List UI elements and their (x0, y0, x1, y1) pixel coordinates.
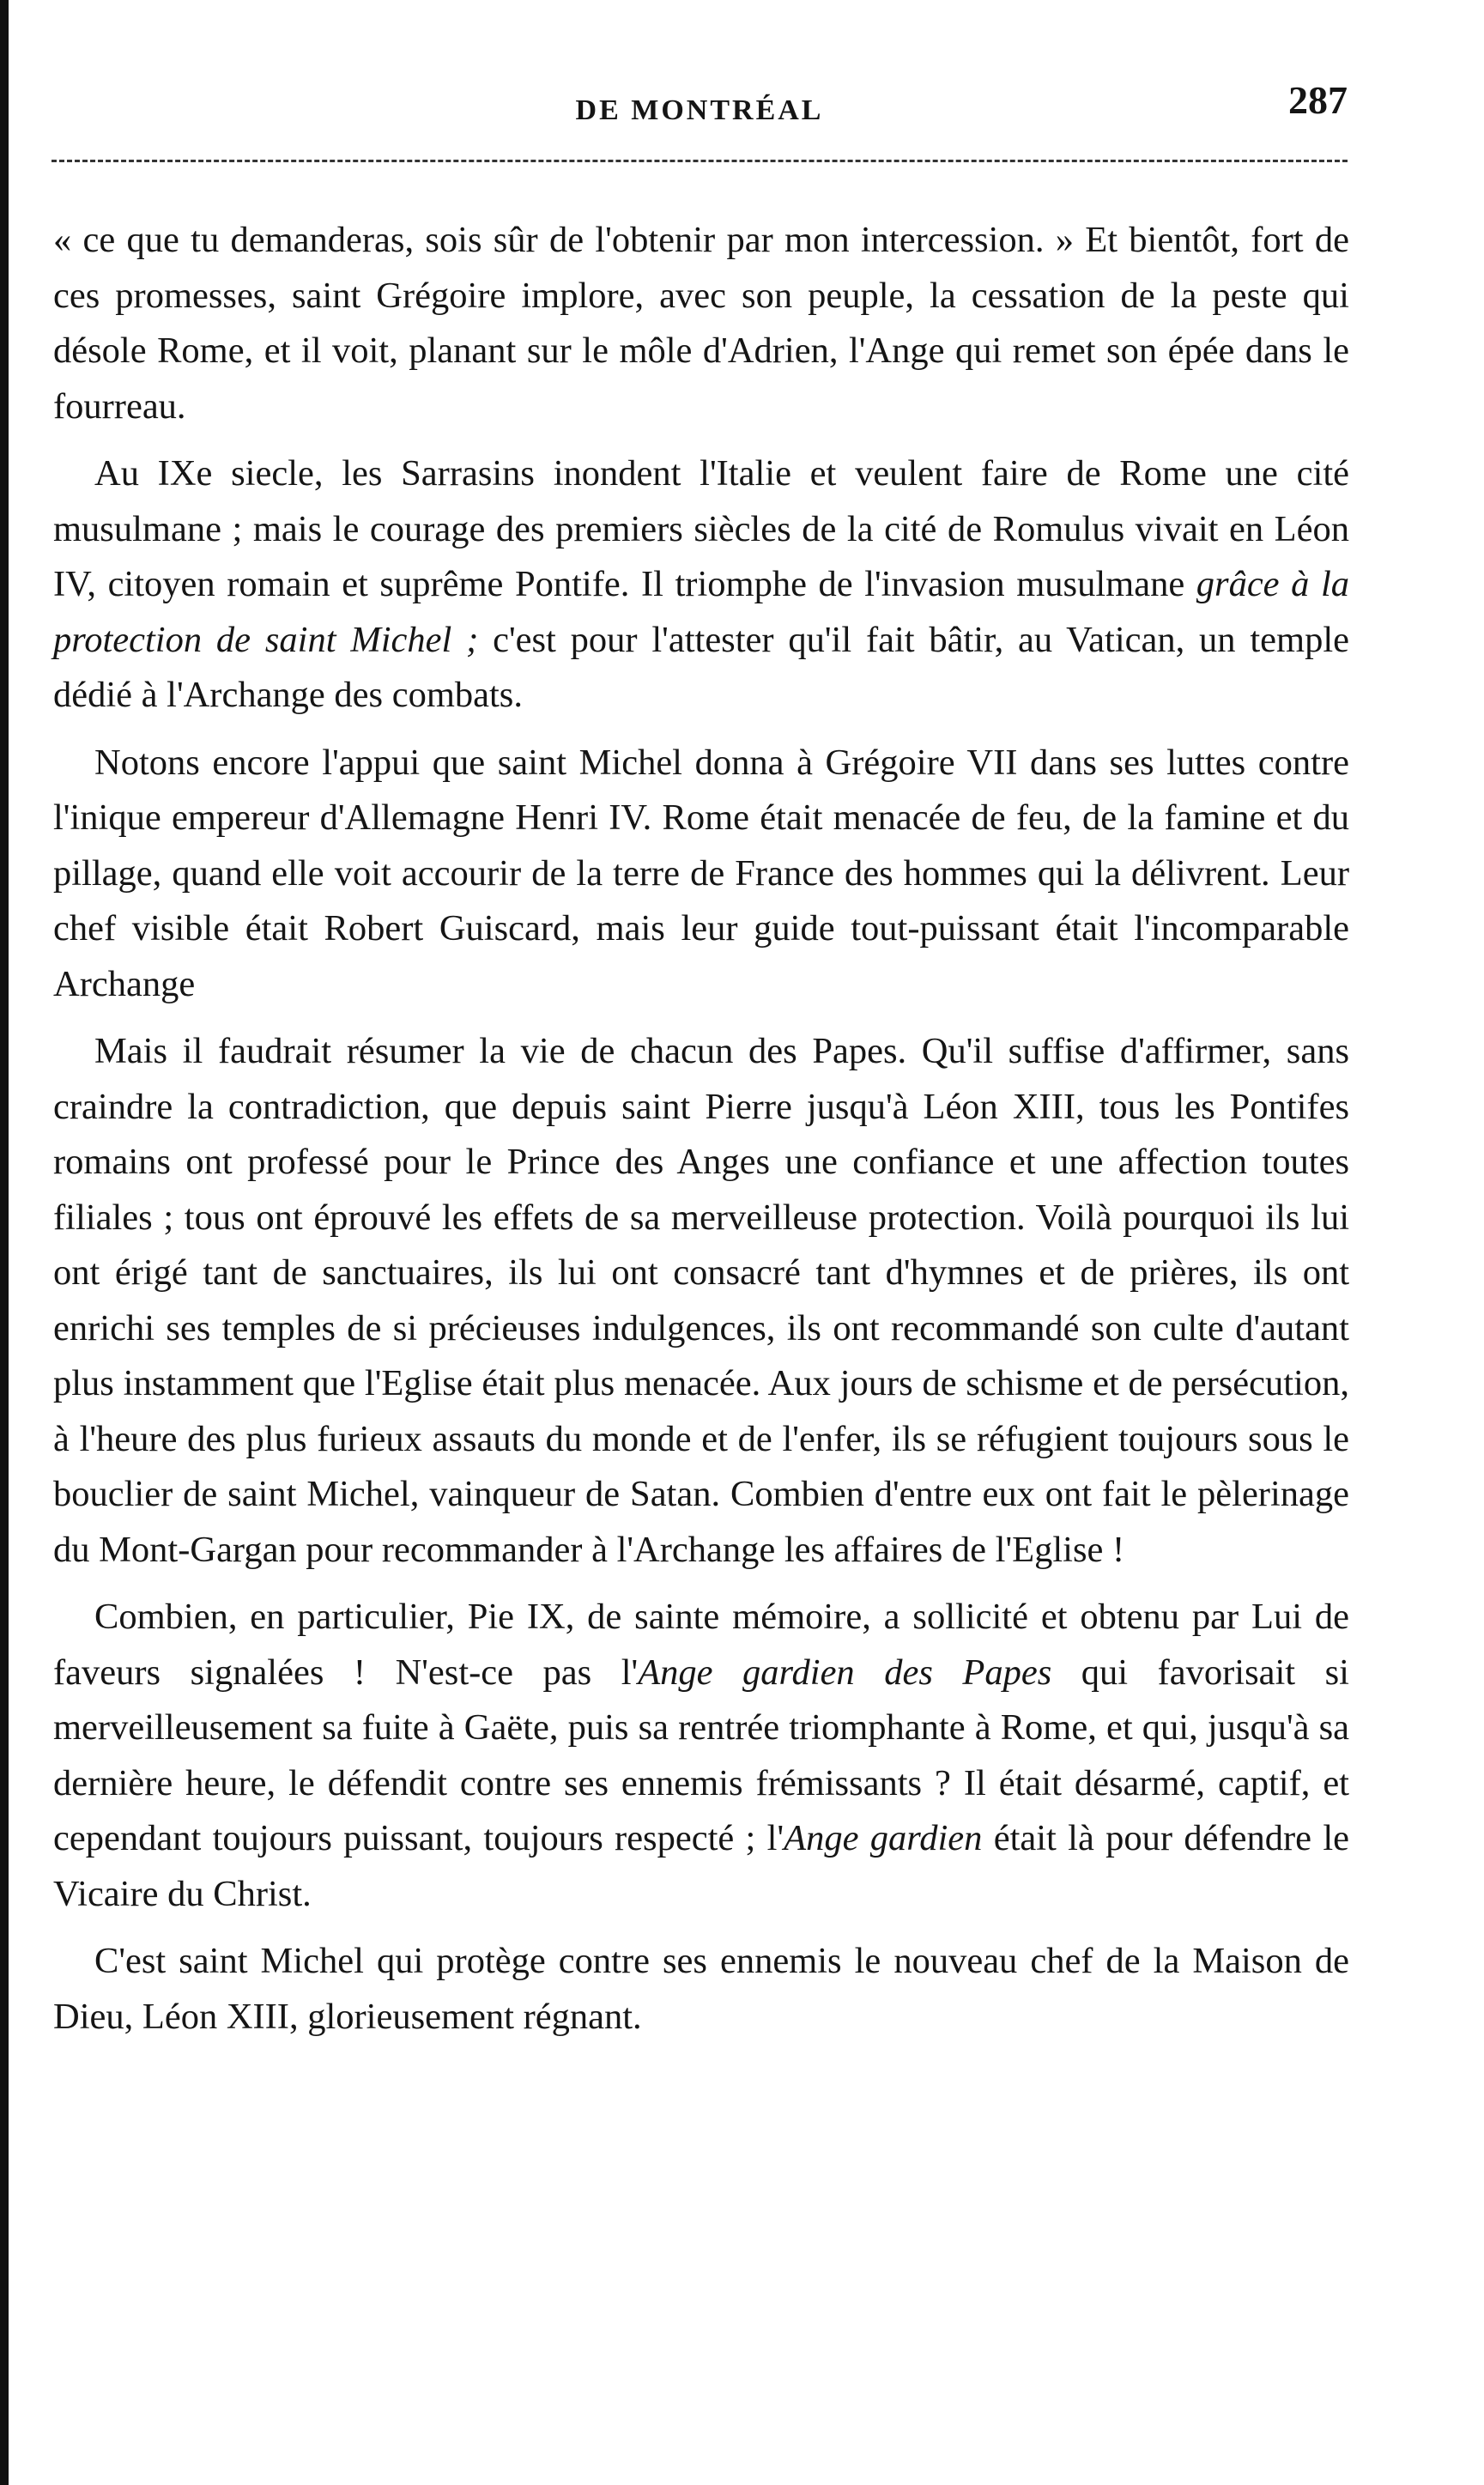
paragraph (53, 446, 1349, 724)
paragraph (53, 736, 1349, 1013)
running-head: DE MONTRÉAL (575, 94, 824, 126)
italic-text: grâce à la protection de saint Michel ; (53, 564, 1350, 660)
paragraph (53, 213, 1349, 434)
text-run: qui favorisait si merveilleusement sa fuite à Gaëte, puis sa rentrée triomphante à Rome, et qui, jusqu'à sa dernière heure, le défendit contre ses ennemis frémissants ? Il était désarmé, captif, et cependant toujours puissant, toujours respecté ; l' (53, 1652, 1349, 1858)
body-text (53, 213, 1349, 2057)
text-run: Combien, en particulier, Pie IX, de sainte mémoire, a sollicité et obtenu par Lui de faveurs signalées ! N'est-ce pas l' (53, 1597, 1349, 1693)
page-number: 287 (1288, 78, 1348, 122)
page-edge-shadow (0, 0, 9, 2485)
text-run: « ce que tu demanderas, sois sûr de l'obtenir par mon intercession. » Et bientôt, fort de ces promesses, saint Grégoire implore, avec son peuple, la cessation de la peste qui désole Rome, et il voit, planant sur le môle d'Adrien, l'Ange qui remet son épée dans le fourreau. (53, 220, 1349, 427)
italic-text: Ange gardien (784, 1818, 983, 1858)
text-run: C'est saint Michel qui protège contre ses ennemis le nouveau chef de la Maison de Dieu, Léon XIII, glorieusement régnant. (53, 1941, 1349, 2037)
page-header (51, 77, 1348, 137)
paragraph (53, 1934, 1349, 2045)
text-run: Au IXe siecle, les Sarrasins inondent l'Italie et veulent faire de Rome une cité musulmane ; mais le courage des premiers siècles de la cité de Romulus vivait en Léon IV, citoyen romain et suprême Pontife. Il triomphe de l'invasion musulmane (53, 453, 1349, 604)
text-run: Notons encore l'appui que saint Michel donna à Grégoire VII dans ses luttes contre l'inique empereur d'Allemagne Henri IV. Rome était menacée de feu, de la famine et du pillage, quand elle voit accourir de la terre de France des hommes qui la délivrent. Leur chef visible était Robert Guiscard, mais leur guide tout-puissant était l'incomparable Archange (53, 742, 1349, 1004)
text-run: Mais il faudrait résumer la vie de chacun des Papes. Qu'il suffise d'affirmer, sans craindre la contradiction, que depuis saint Pierre jusqu'à Léon XIII, tous les Pontifes romains ont professé pour le Prince des Anges une confiance et une affection toutes filiales ; tous ont éprouvé les effets de sa merveilleuse protection. Voilà pourquoi ils lui ont érigé tant de sanctuaires, ils lui ont consacré tant d'hymnes et de prières, ils ont enrichi ses temples de si précieuses indulgences, ils ont recommandé son culte d'autant plus instamment que l'Eglise était plus menacée. Aux jours de schisme et de persécution, à l'heure des plus furieux assauts du monde et de l'enfer, ils se réfugient toujours sous le bouclier de saint Michel, vainqueur de Satan. Combien d'entre eux ont fait le pèlerinage du Mont-Gargan pour recommander à l'Archange les affaires de l'Eglise ! (53, 1031, 1349, 1570)
text-run: c'est pour l'attester qu'il fait bâtir, au Vatican, un temple dédié à l'Archange des combats. (53, 619, 1350, 715)
italic-text: Ange gardien des Papes (638, 1652, 1052, 1693)
header-rule (51, 160, 1348, 162)
paragraph (53, 1590, 1349, 1922)
text-run: était là pour défendre le Vicaire du Christ. (53, 1818, 1349, 1914)
paragraph (53, 1024, 1349, 1578)
